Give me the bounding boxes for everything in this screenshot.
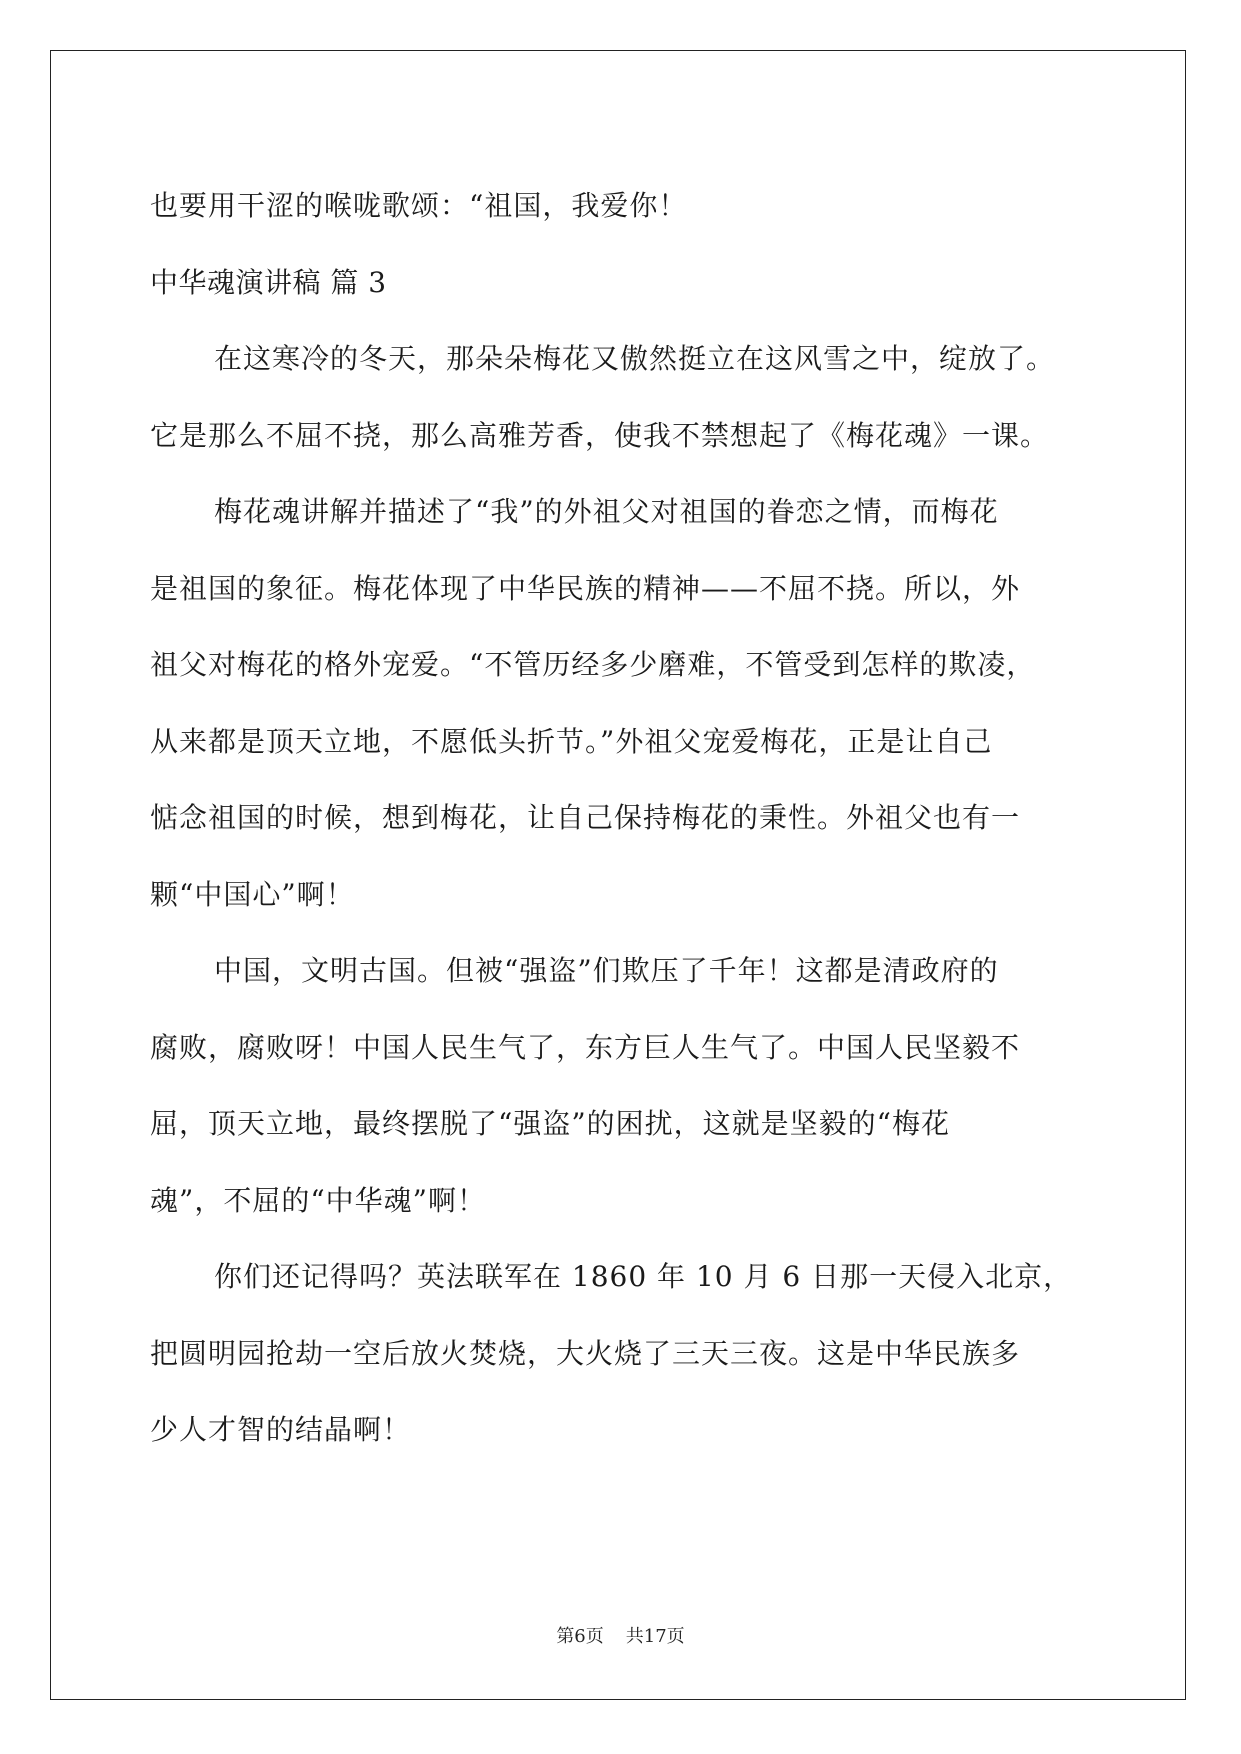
paragraph-line: 中国，文明古国。但被“强盗”们欺压了千年！这都是清政府的 [214, 954, 999, 987]
paragraph-line: 把圆明园抢劫一空后放火焚烧，大火烧了三天三夜。这是中华民族多 [150, 1336, 1021, 1370]
paragraph-line: 它是那么不屈不挠，那么高雅芳香，使我不禁想起了《梅花魂》一课。 [150, 418, 1050, 452]
text-line: 也要用干涩的喉咙歌颂：“祖国，我爱你！ [150, 189, 688, 222]
paragraph-line: 从来都是顶天立地，不愿低头折节。”外祖父宠爱梅花，正是让自己 [150, 724, 993, 758]
page-number: 第6页 [556, 1626, 604, 1647]
paragraph-line: 在这寒冷的冬天，那朵朵梅花又傲然挺立在这风雪之中，绽放了。 [214, 342, 1056, 375]
paragraph-line: 魂”，不屈的“中华魂”啊！ [150, 1183, 486, 1217]
section-title: 中华魂演讲稿 篇 3 [150, 265, 387, 299]
paragraph-line: 是祖国的象征。梅花体现了中华民族的精神——不屈不挠。所以，外 [150, 571, 1021, 605]
page-total: 共17页 [625, 1626, 685, 1647]
paragraph-line: 惦念祖国的时候，想到梅花，让自己保持梅花的秉性。外祖父也有一 [150, 801, 1021, 834]
page-footer [0, 1622, 1241, 1648]
paragraph-line: 腐败，腐败呀！中国人民生气了，东方巨人生气了。中国人民坚毅不 [150, 1030, 1021, 1064]
paragraph-line: 你们还记得吗？英法联军在 1860 年 10 月 6 日那一天侵入北京， [214, 1260, 1073, 1293]
paragraph-line: 少人才智的结晶啊！ [150, 1413, 412, 1446]
paragraph-line: 屈，顶天立地，最终摆脱了“强盗”的困扰，这就是坚毅的“梅花 [150, 1107, 950, 1140]
paragraph-line: 祖父对梅花的格外宠爱。“不管历经多少磨难，不管受到怎样的欺凌， [150, 648, 1036, 681]
paragraph-line: 颗“中国心”啊！ [150, 877, 355, 911]
paragraph-line: 梅花魂讲解并描述了“我”的外祖父对祖国的眷恋之情，而梅花 [214, 495, 999, 528]
document-body [150, 168, 1090, 1469]
